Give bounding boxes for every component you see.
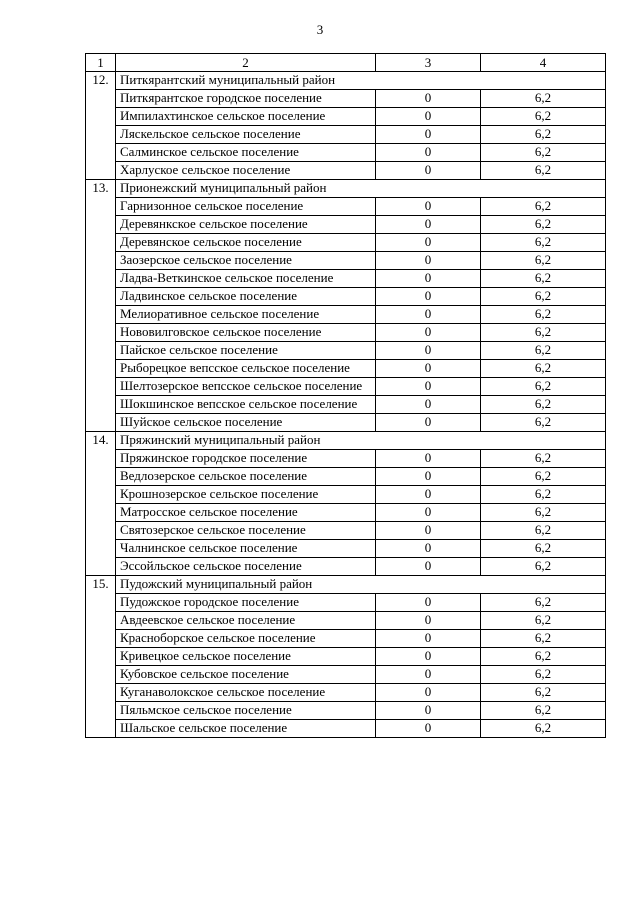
settlement-name: Рыборецкое вепсское сельское поселение xyxy=(116,360,376,378)
table-row xyxy=(86,612,606,630)
col3-value: 0 xyxy=(376,702,481,720)
table-row xyxy=(86,90,606,108)
table-row xyxy=(86,198,606,216)
settlement-name: Красноборское сельское поселение xyxy=(116,630,376,648)
settlement-name: Шальское сельское поселение xyxy=(116,720,376,738)
col3-value: 0 xyxy=(376,504,481,522)
col3-value: 0 xyxy=(376,558,481,576)
table-row xyxy=(86,558,606,576)
district-number: 13. xyxy=(86,180,116,432)
col3-value: 0 xyxy=(376,684,481,702)
district-name: Пряжинский муниципальный район xyxy=(116,432,606,450)
table-row xyxy=(86,288,606,306)
col4-value: 6,2 xyxy=(481,720,606,738)
page-number: 3 xyxy=(316,22,324,37)
col4-value: 6,2 xyxy=(481,306,606,324)
col3-value: 0 xyxy=(376,378,481,396)
col4-value: 6,2 xyxy=(481,234,606,252)
col3-value: 0 xyxy=(376,270,481,288)
settlement-name: Деревянское сельское поселение xyxy=(116,234,376,252)
settlement-name: Салминское сельское поселение xyxy=(116,144,376,162)
col3-value: 0 xyxy=(376,396,481,414)
col3-value: 0 xyxy=(376,252,481,270)
table-row xyxy=(86,108,606,126)
col3-value: 0 xyxy=(376,306,481,324)
table-row xyxy=(86,414,606,432)
settlement-name: Крошнозерское сельское поселение xyxy=(116,486,376,504)
settlement-name: Деревянкское сельское поселение xyxy=(116,216,376,234)
district-number: 15. xyxy=(86,576,116,738)
col4-value: 6,2 xyxy=(481,252,606,270)
district-row xyxy=(86,180,606,198)
table-row xyxy=(86,522,606,540)
col3-value: 0 xyxy=(376,324,481,342)
col3-value: 0 xyxy=(376,126,481,144)
col3-value: 0 xyxy=(376,162,481,180)
col4-value: 6,2 xyxy=(481,90,606,108)
header-col-3: 3 xyxy=(376,54,481,72)
settlement-name: Пяльмское сельское поселение xyxy=(116,702,376,720)
col3-value: 0 xyxy=(376,198,481,216)
settlement-name: Кубовское сельское поселение xyxy=(116,666,376,684)
table-row xyxy=(86,504,606,522)
settlement-name: Матросское сельское поселение xyxy=(116,504,376,522)
district-number: 14. xyxy=(86,432,116,576)
col4-value: 6,2 xyxy=(481,342,606,360)
col4-value: 6,2 xyxy=(481,630,606,648)
settlement-name: Нововилговское сельское поселение xyxy=(116,324,376,342)
col3-value: 0 xyxy=(376,234,481,252)
col4-value: 6,2 xyxy=(481,162,606,180)
col4-value: 6,2 xyxy=(481,324,606,342)
col3-value: 0 xyxy=(376,612,481,630)
col3-value: 0 xyxy=(376,450,481,468)
col4-value: 6,2 xyxy=(481,198,606,216)
col3-value: 0 xyxy=(376,216,481,234)
col4-value: 6,2 xyxy=(481,360,606,378)
settlement-name: Ведлозерское сельское поселение xyxy=(116,468,376,486)
col3-value: 0 xyxy=(376,360,481,378)
table-row xyxy=(86,306,606,324)
col3-value: 0 xyxy=(376,486,481,504)
table-row xyxy=(86,144,606,162)
table-row xyxy=(86,126,606,144)
col4-value: 6,2 xyxy=(481,540,606,558)
table-row xyxy=(86,270,606,288)
col3-value: 0 xyxy=(376,414,481,432)
table-row xyxy=(86,486,606,504)
col4-value: 6,2 xyxy=(481,666,606,684)
col4-value: 6,2 xyxy=(481,126,606,144)
settlement-name: Пайское сельское поселение xyxy=(116,342,376,360)
col4-value: 6,2 xyxy=(481,648,606,666)
col3-value: 0 xyxy=(376,630,481,648)
table-row xyxy=(86,216,606,234)
settlement-name: Заозерское сельское поселение xyxy=(116,252,376,270)
settlement-name: Мелиоративное сельское поселение xyxy=(116,306,376,324)
district-name: Пудожский муниципальный район xyxy=(116,576,606,594)
settlement-name: Авдеевское сельское поселение xyxy=(116,612,376,630)
col4-value: 6,2 xyxy=(481,144,606,162)
col3-value: 0 xyxy=(376,648,481,666)
table-row xyxy=(86,324,606,342)
header-col-1: 1 xyxy=(86,54,116,72)
settlement-name: Шелтозерское вепсское сельское поселение xyxy=(116,378,376,396)
settlement-name: Святозерское сельское поселение xyxy=(116,522,376,540)
header-col-2: 2 xyxy=(116,54,376,72)
col3-value: 0 xyxy=(376,288,481,306)
col4-value: 6,2 xyxy=(481,558,606,576)
district-name: Прионежский муниципальный район xyxy=(116,180,606,198)
col3-value: 0 xyxy=(376,144,481,162)
table-row xyxy=(86,666,606,684)
district-row xyxy=(86,576,606,594)
col3-value: 0 xyxy=(376,666,481,684)
col3-value: 0 xyxy=(376,342,481,360)
table-row xyxy=(86,378,606,396)
settlement-name: Кривецкое сельское поселение xyxy=(116,648,376,666)
district-row xyxy=(86,72,606,90)
district-row xyxy=(86,432,606,450)
settlement-name: Ладва-Веткинское сельское поселение xyxy=(116,270,376,288)
col4-value: 6,2 xyxy=(481,702,606,720)
col4-value: 6,2 xyxy=(481,270,606,288)
header-col-4: 4 xyxy=(481,54,606,72)
table-row xyxy=(86,468,606,486)
table-body xyxy=(86,54,606,738)
col4-value: 6,2 xyxy=(481,414,606,432)
col4-value: 6,2 xyxy=(481,684,606,702)
settlement-name: Эссойльское сельское поселение xyxy=(116,558,376,576)
settlement-name: Питкярантское городское поселение xyxy=(116,90,376,108)
settlement-name: Куганаволокское сельское поселение xyxy=(116,684,376,702)
table-row xyxy=(86,450,606,468)
col4-value: 6,2 xyxy=(481,504,606,522)
col4-value: 6,2 xyxy=(481,216,606,234)
table-row xyxy=(86,684,606,702)
table-row xyxy=(86,630,606,648)
settlement-name: Пудожское городское поселение xyxy=(116,594,376,612)
table-header-row xyxy=(86,54,606,72)
col4-value: 6,2 xyxy=(481,396,606,414)
table-row xyxy=(86,252,606,270)
table-row xyxy=(86,396,606,414)
col3-value: 0 xyxy=(376,90,481,108)
col4-value: 6,2 xyxy=(481,612,606,630)
col4-value: 6,2 xyxy=(481,450,606,468)
settlement-name: Чалнинское сельское поселение xyxy=(116,540,376,558)
col4-value: 6,2 xyxy=(481,378,606,396)
table-row xyxy=(86,360,606,378)
table-row xyxy=(86,234,606,252)
settlement-name: Импилахтинское сельское поселение xyxy=(116,108,376,126)
col4-value: 6,2 xyxy=(481,486,606,504)
col3-value: 0 xyxy=(376,108,481,126)
col3-value: 0 xyxy=(376,468,481,486)
table-row xyxy=(86,342,606,360)
table-row xyxy=(86,540,606,558)
col3-value: 0 xyxy=(376,540,481,558)
col4-value: 6,2 xyxy=(481,108,606,126)
settlement-name: Харлуское сельское поселение xyxy=(116,162,376,180)
col3-value: 0 xyxy=(376,720,481,738)
district-number: 12. xyxy=(86,72,116,180)
table-row xyxy=(86,648,606,666)
settlements-table xyxy=(85,53,606,738)
table-row xyxy=(86,594,606,612)
col4-value: 6,2 xyxy=(481,468,606,486)
table-row xyxy=(86,720,606,738)
col4-value: 6,2 xyxy=(481,288,606,306)
table-row xyxy=(86,702,606,720)
col3-value: 0 xyxy=(376,522,481,540)
district-name: Питкярантский муниципальный район xyxy=(116,72,606,90)
settlement-name: Пряжинское городское поселение xyxy=(116,450,376,468)
table-row xyxy=(86,162,606,180)
col4-value: 6,2 xyxy=(481,522,606,540)
col3-value: 0 xyxy=(376,594,481,612)
settlement-name: Шуйское сельское поселение xyxy=(116,414,376,432)
settlement-name: Шокшинское вепсское сельское поселение xyxy=(116,396,376,414)
settlement-name: Ладвинское сельское поселение xyxy=(116,288,376,306)
settlement-name: Ляскельское сельское поселение xyxy=(116,126,376,144)
col4-value: 6,2 xyxy=(481,594,606,612)
settlement-name: Гарнизонное сельское поселение xyxy=(116,198,376,216)
